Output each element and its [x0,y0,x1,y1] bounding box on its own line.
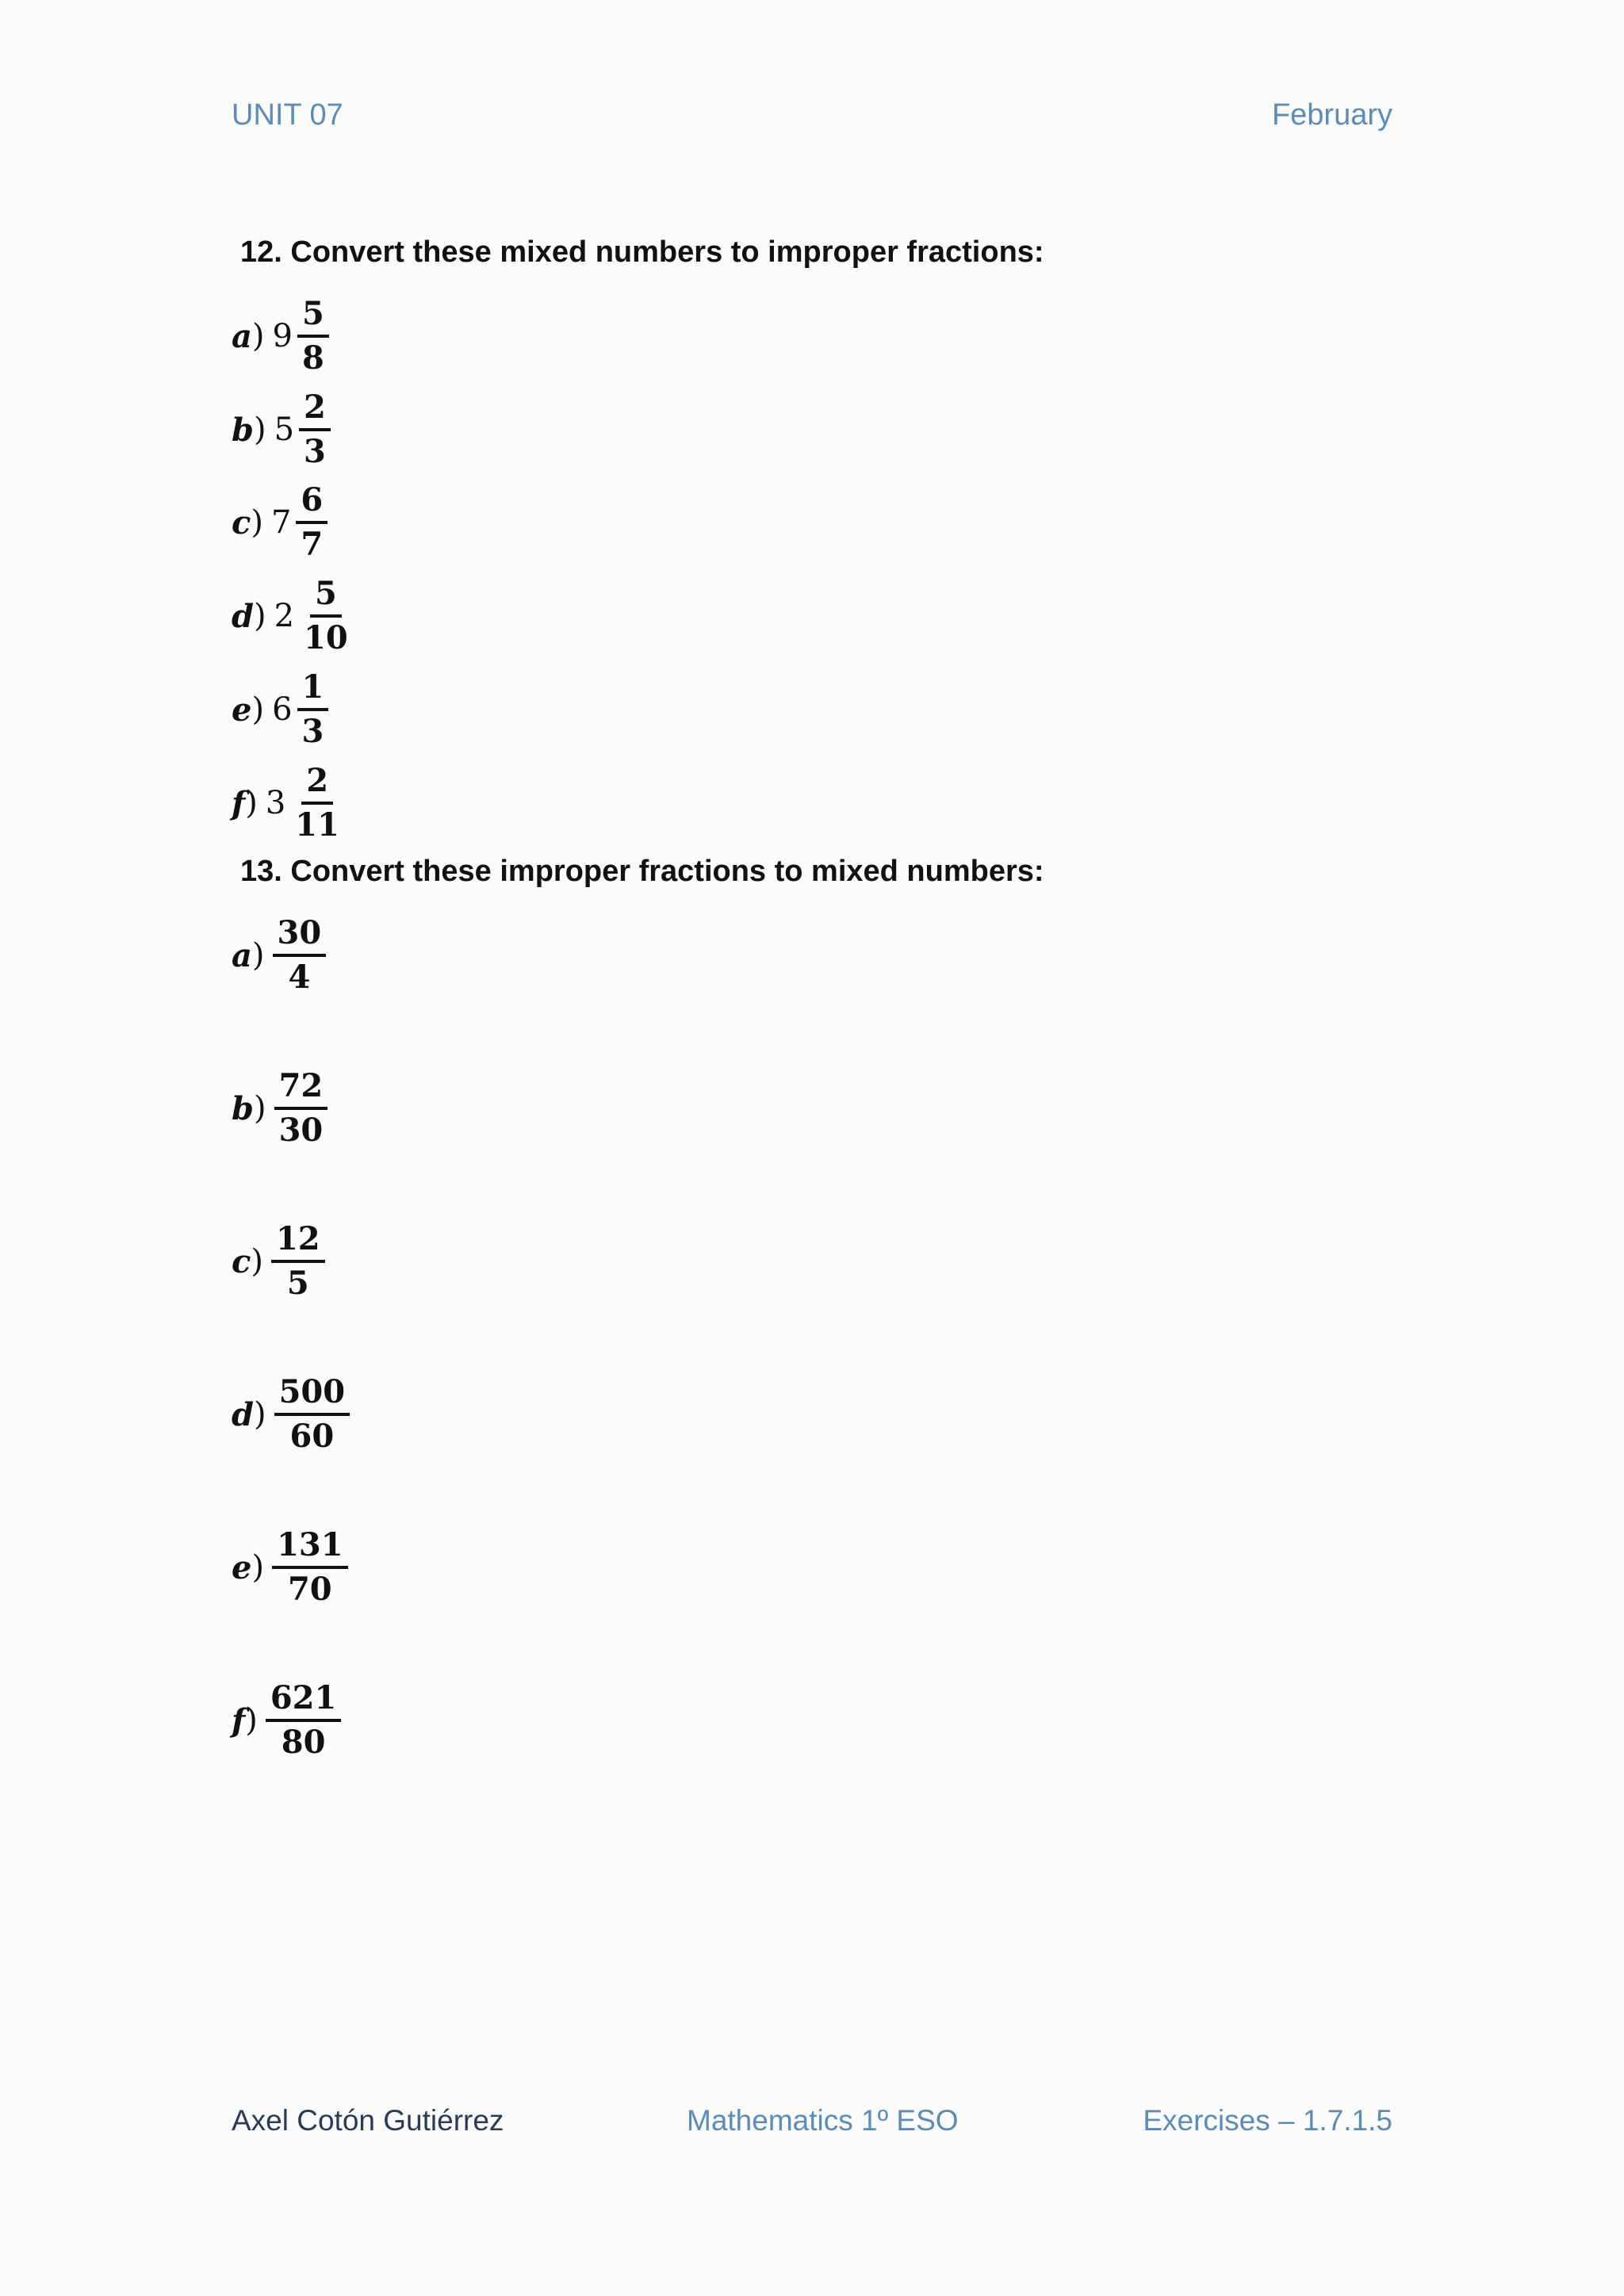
numerator: 2 [301,765,333,805]
denominator: 11 [295,806,339,844]
ex12-item-e: e ) 6 $\frac{1}{3}$ [232,666,328,753]
ex13-item-f: f ) $\frac{621}{80}$ [232,1677,341,1764]
footer-reference: Exercises – 1.7.1.5 [1143,2104,1392,2137]
footer-course: Mathematics 1º ESO [687,2104,959,2137]
item-label: f [232,784,246,822]
ex12-item-b: b ) 5 $\frac{2}{3}$ [232,386,331,473]
denominator: 60 [289,1418,335,1455]
numerator: 12 [271,1223,325,1263]
denominator: 30 [278,1112,324,1149]
item-label: b [232,411,254,449]
item-label: a [232,317,252,355]
header-month: February [1271,98,1392,132]
exercise-12-title: 12. Convert these mixed numbers to improper fractions: [240,235,1044,269]
item-label: d [232,1395,254,1433]
whole-number: 9 [272,318,293,354]
denominator: 80 [281,1724,326,1761]
item-label: e [232,691,252,729]
ex13-item-b: b ) $\frac{72}{30}$ [232,1065,327,1152]
fraction [273,914,327,996]
denominator: 4 [288,959,311,996]
denominator: 7 [301,526,324,563]
denominator: 70 [287,1571,332,1608]
fraction [297,295,329,377]
fraction [266,1679,342,1761]
fraction [272,1526,348,1608]
numerator: 131 [272,1529,348,1569]
exercise-13-title: 13. Convert these improper fractions to mixed numbers: [240,855,1044,888]
ex13-item-a: a ) $\frac{30}{4}$ [232,912,326,999]
whole-number: 7 [270,504,292,541]
fraction [297,668,329,750]
fraction [290,762,344,844]
denominator: 3 [301,713,324,750]
footer-author: Axel Cotón Gutiérrez [232,2104,504,2137]
whole-number: 3 [265,785,286,821]
item-label: b [232,1089,254,1127]
fraction [274,1067,328,1149]
fraction [296,481,327,563]
ex13-item-d: d ) $\frac{500}{60}$ [232,1371,350,1458]
item-label: e [232,1548,252,1586]
numerator: 500 [274,1376,350,1416]
fraction [271,1220,325,1302]
ex13-item-c: c ) $\frac{12}{5}$ [232,1218,325,1305]
numerator: 5 [310,578,342,618]
numerator: 621 [266,1682,342,1722]
whole-number: 2 [274,598,295,634]
item-label: a [232,936,252,974]
item-label: c [232,1242,251,1280]
fraction [299,575,353,656]
denominator: 8 [301,339,324,377]
fraction [299,388,331,470]
whole-number: 5 [274,411,295,448]
whole-number: 6 [272,691,293,728]
fraction [274,1373,350,1455]
numerator: 2 [299,392,331,431]
item-label: f [232,1701,246,1739]
denominator: 5 [286,1265,309,1302]
ex13-item-e: e ) $\frac{131}{70}$ [232,1524,348,1611]
denominator: 10 [304,619,348,656]
ex12-item-c: c ) 7 $\frac{6}{7}$ [232,479,327,566]
numerator: 30 [273,917,327,957]
item-label: d [232,597,254,635]
header-unit: UNIT 07 [232,98,343,132]
ex12-item-f: f ) 3 $\frac{2}{11}$ [232,760,344,847]
numerator: 72 [274,1070,328,1110]
ex12-item-d: d ) 2 $\frac{5}{10}$ [232,572,353,660]
ex12-item-a: a ) 9 $\frac{5}{8}$ [232,293,329,380]
denominator: 3 [304,433,326,470]
numerator: 1 [297,672,329,711]
numerator: 6 [296,484,327,524]
numerator: 5 [297,298,329,338]
item-label: c [232,503,251,541]
